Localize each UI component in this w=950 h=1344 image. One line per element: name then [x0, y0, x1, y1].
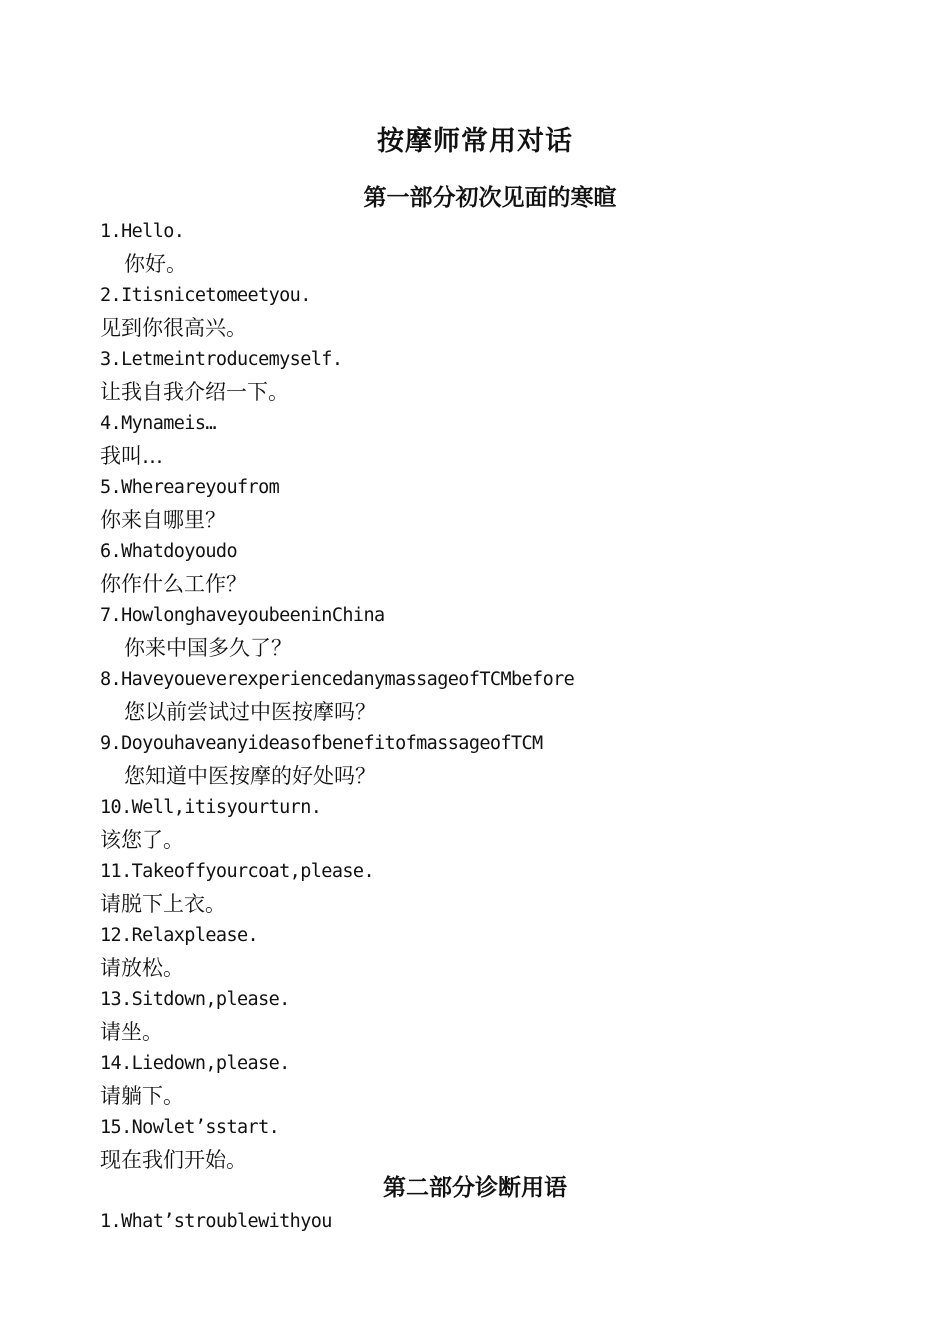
phrase-chinese: 现在我们开始。 [100, 1148, 247, 1172]
phrase-english: 12.Relaxplease. [100, 925, 259, 946]
phrase-english: 8.HaveyoueverexperiencedanymassageofTCMbefore [100, 669, 575, 690]
phrase-chinese: 让我自我介绍一下。 [100, 380, 289, 404]
phrase-english: 10.Well,itisyourturn. [100, 797, 322, 818]
phrase-english: 1.What’stroublewithyou [100, 1211, 332, 1232]
phrase-english: 13.Sitdown,please. [100, 989, 290, 1010]
phrase-chinese: 您知道中医按摩的好处吗？ [124, 764, 376, 788]
phrase-chinese: 请躺下。 [100, 1084, 184, 1108]
phrase-chinese: 您以前尝试过中医按摩吗？ [124, 700, 376, 724]
section-title-1: 第一部分初次见面的寒暄 [363, 185, 617, 211]
phrase-english: 7.HowlonghaveyoubeeninChina [100, 605, 385, 626]
phrase-chinese: 你来自哪里？ [100, 508, 226, 532]
section-1-items [100, 216, 900, 1176]
phrase-english: 6.Whatdoyoudo [100, 541, 237, 562]
phrase-english: 1.Hello. [100, 221, 185, 242]
phrase-english: 2.Itisnicetomeetyou. [100, 285, 311, 306]
phrase-chinese: 该您了。 [100, 828, 184, 852]
phrase-chinese: 你好。 [124, 252, 187, 276]
section-2-items [100, 1206, 900, 1238]
phrase-english: 15.Nowlet’sstart. [100, 1117, 280, 1138]
phrase-chinese: 请脱下上衣。 [100, 892, 226, 916]
phrase-english: 9.DoyouhaveanyideasofbenefitofmassageofTCM [100, 733, 543, 754]
phrase-chinese: 见到你很高兴。 [100, 316, 247, 340]
phrase-chinese: 请坐。 [100, 1020, 163, 1044]
phrase-chinese: 请放松。 [100, 956, 184, 980]
phrase-chinese: 我叫… [100, 444, 163, 468]
phrase-chinese: 你作什么工作？ [100, 572, 247, 596]
phrase-english: 4.Mynameis… [100, 413, 216, 434]
phrase-english: 11.Takeoffyourcoat,please. [100, 861, 374, 882]
phrase-english: 14.Liedown,please. [100, 1053, 290, 1074]
section-title-2: 第二部分诊断用语 [383, 1175, 567, 1201]
page-title: 按摩师常用对话 [377, 126, 573, 157]
phrase-english: 3.Letmeintroducemyself. [100, 349, 343, 370]
phrase-chinese: 你来中国多久了？ [124, 636, 292, 660]
phrase-english: 5.Whereareyoufrom [100, 477, 280, 498]
